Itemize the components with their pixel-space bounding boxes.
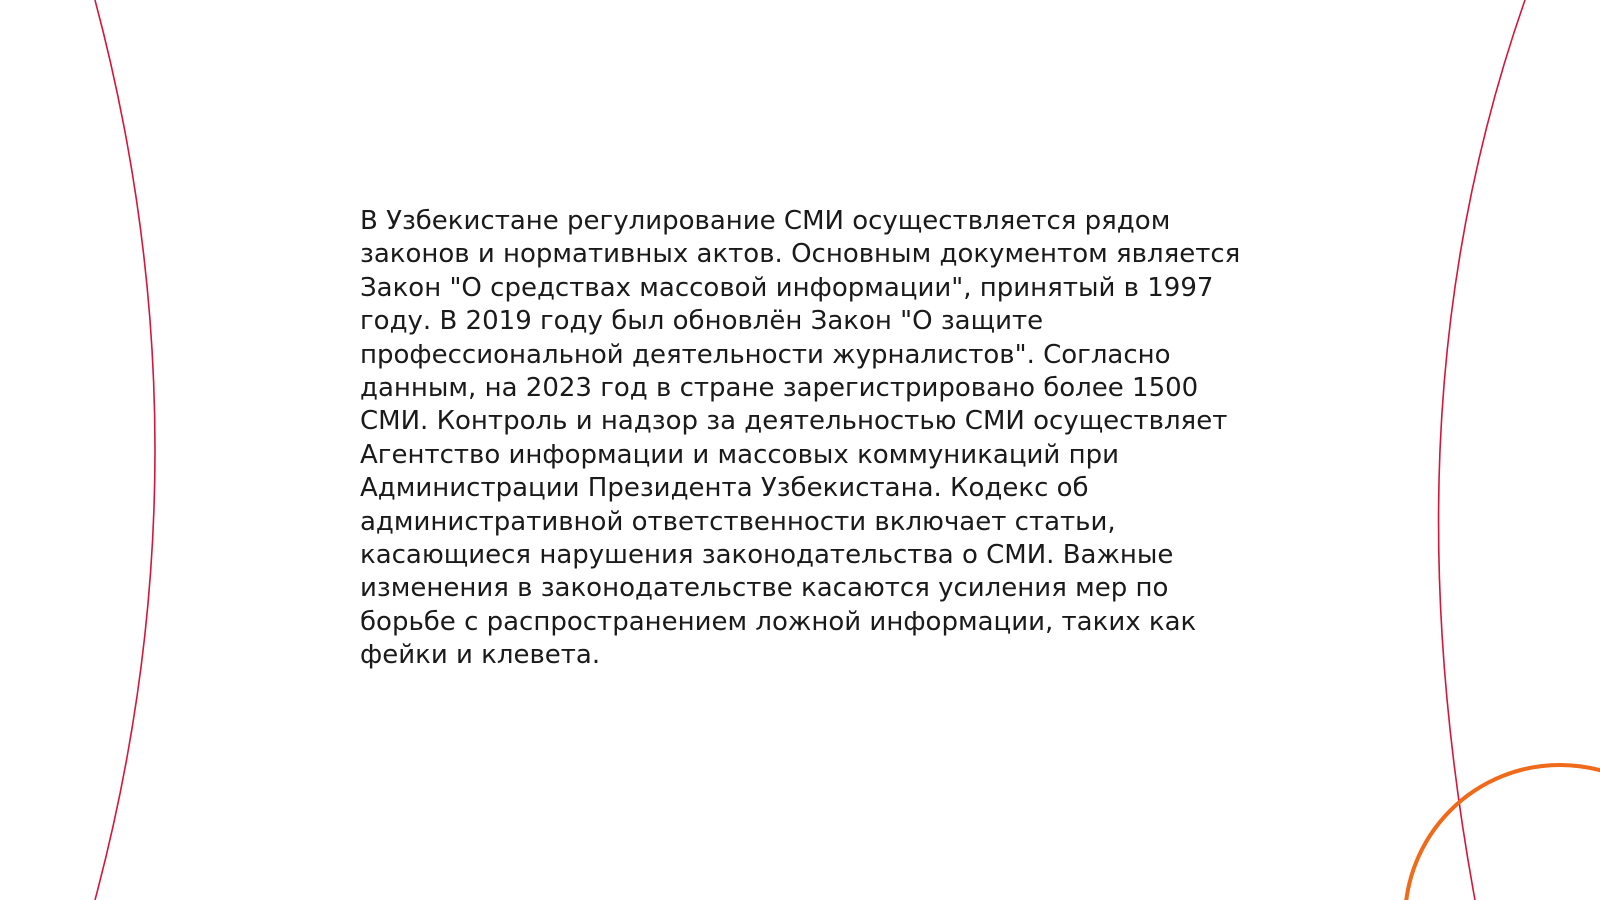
accent-circle-arc <box>1405 765 1600 900</box>
body-paragraph: В Узбекистане регулирование СМИ осуществляется рядом законов и нормативных актов. Основным документом является Закон "О средствах массовой информации", принятый в 1997 году. В 2019 году был обновлён Закон "О защите профессиональной деятельности журналистов". Согласно данным, на 2023 год в стране зарегистрировано более 1500 СМИ. Контроль и надзор за деятельностью СМИ осуществляет Агентство информации и массовых коммуникаций при Администрации Президента Узбекистана. Кодекс об административной ответственности включает статьи, касающиеся нарушения законодательства о СМИ. Важные изменения в законодательстве касаются усиления мер по борьбе с распространением ложной информации, таких как фейки и клевета. <box>360 206 1241 671</box>
left-curve-line <box>95 0 155 900</box>
right-curve-line <box>1439 0 1525 900</box>
